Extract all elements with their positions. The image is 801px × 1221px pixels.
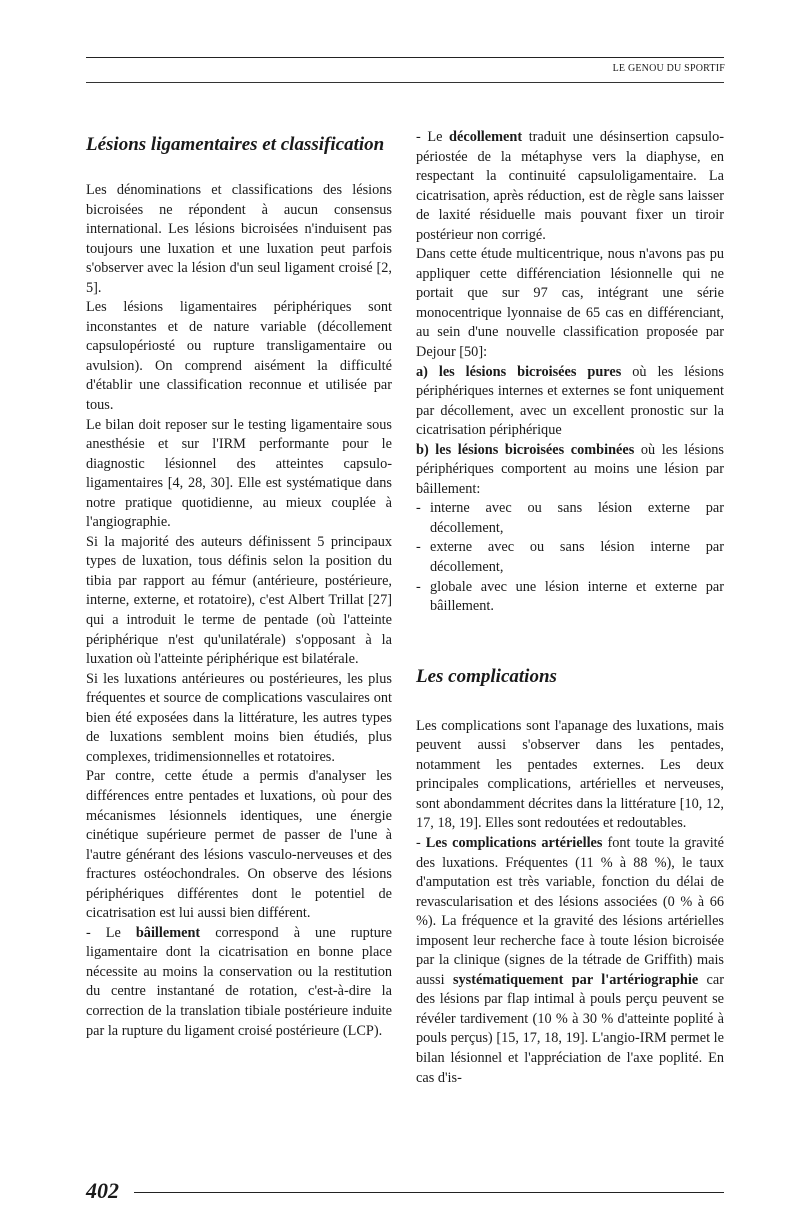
paragraph-arterial (416, 834, 724, 1088)
paragraph: Les lésions ligamentaires périphériques sont inconstantes et de nature variable (décollement capsulopériosté ou rupture transligamentaire ou avulsion). On comprend aisément la difficulté d'établir une classification reconnue et utilisée par tous. (86, 299, 392, 414)
paragraph-pures (416, 363, 724, 441)
footer-rule (134, 1192, 724, 1193)
paragraph-decollement (416, 128, 724, 245)
paragraph: Les dénominations et classifications des lésions bicroisées ne répondent à aucun consensus international. Les lésions bicroisées n'induisent pas toujours une luxation et une luxation peut parfois s'observer avec la lésion d'un seul ligament croisé [2, 5]. (86, 182, 392, 296)
paragraph: Si la majorité des auteurs définissent 5 principaux types de luxation, tous définis selon la position du tibia par rapport au fémur (antérieure, postérieure, interne, externe, et rotatoire), c'est Albert Trillat [27] qui a introduit le terme de pentade (où l'atteinte périphérique n'est qu'unilatérale) s'opposant à la luxation où l'atteinte périphérique est bilatérale. (86, 533, 392, 668)
paragraph: Par contre, cette étude a permis d'analyser les différences entre pentades et luxations, où pour des mécanismes lésionnels identiques, une énergie cinétique supérieure permet de passer de l'une à l'autre générant des lésions vasculo-nerveuses et des fractures ostéochondrales. On observe des lésions périphériques différentes dont le potentiel de cicatrisation est lui aussi bien différent. (86, 768, 392, 922)
bold-term: bâillement (135, 924, 201, 941)
header-rule (86, 82, 724, 83)
bold-term: a) les lésions bicroisées pures (416, 363, 622, 380)
text-rest: traduit une désinsertion capsulo-périostée de la métaphyse vers la diaphyse, en respectant la continuité capsuloligamentaire. La cicatrisation, après réduction, est de règle sans laisser de laxité résiduelle mais pouvant fixer un tiroir postérieur non corrigé. (416, 129, 724, 243)
paragraph-baillement (86, 924, 392, 1041)
right-column (416, 128, 724, 1088)
paragraph: Dans cette étude multicentrique, nous n'avons pas pu appliquer cette différenciation lésionnelle qui ne portait que sur 97 cas, intégrant une série monocentrique lyonnaise de 65 cas en différenciant, au sein d'une nouvelle classification proposée par Dejour [50]: (416, 246, 724, 361)
list-item: - externe avec ou sans lésion interne par décollement, (416, 538, 724, 577)
paragraph: Le bilan doit reposer sur le testing ligamentaire sous anesthésie et sur l'IRM performante pour le diagnostic lésionnel des atteintes capsulo-ligamentaires [4, 28, 30]. Elle est systématique dans notre pratique quotidienne, au mieux couplée à l'angiographie. (86, 416, 392, 531)
paragraph: Les complications sont l'apanage des luxations, mais peuvent aussi s'observer dans les pentades, notamment les pentades externes. Les deux principales complications, artérielles et nerveuses, sont abondamment décrites dans la littérature [10, 12, 17, 18, 19]. Elles sont redoutées et redoutables. (416, 717, 724, 832)
text-rest: où les lésions périphériques internes et externes se font uniquement par décollement, avec un excellent pronostic sur la cicatrisation périphérique (416, 363, 724, 439)
text-rest: font toute la gravité des luxations. Fréquentes (11 % à 88 %), le taux d'amputation est très variable, fonction du délai de revascularisation et des lésions associées (0 % à 66 %). La fréquence et la gravité des lésions artérielles imposent leur recherche face à toute lésion bicroisée par la clinique (signes de la tétrade de Griffith) mais aussi (416, 834, 725, 988)
paragraph: Si les luxations antérieures ou postérieures, les plus fréquentes et source de complications vasculaires ont bien été exposées dans la littérature, les autres types de luxations semblent moins bien étudiés, plus complexes, tridimensionnelles et rotatoires. (86, 670, 392, 765)
bold-term: Les complications artérielles (425, 834, 603, 851)
text-prefix: - (416, 834, 426, 851)
bold-term: b) les lésions bicroisées combinées (416, 441, 635, 458)
list-item: - interne avec ou sans lésion externe par décollement, (416, 499, 724, 538)
text-rest: car des lésions par flap intimal à pouls perçu peuvent se révéler tardivement (10 % à 30 % d'atteinte poplité à pouls perçus) [15, 17, 18, 19]. L'angio-IRM permet le bilan lésionnel et l'appréciation de l'axe poplité. En cas d'is- (416, 971, 724, 1086)
bold-term: systématiquement par l'artériographie (452, 971, 699, 988)
bold-term: décollement (449, 129, 523, 145)
list-item: - globale avec une lésion interne et externe par bâillement. (416, 578, 724, 617)
text-prefix: - Le (416, 129, 450, 145)
text-rest: où les lésions périphériques comportent au moins une lésion par bâillement: (416, 441, 724, 497)
page-number: 402 (86, 1178, 119, 1203)
running-title: LE GENOU DU SPORTIF (612, 63, 725, 74)
section-heading-complications: Les complications (416, 665, 557, 687)
paragraph-combinees (416, 441, 724, 500)
left-column (86, 128, 392, 1041)
text-rest: correspond à une rupture ligamentaire dont la cicatrisation en bonne place nécessite au moins la conservation ou la restitution du centre instantané de rotation, c'est-à-dire la correction de la translation tibiale postérieure induite par la rupture du ligament croisé postérieure (LCP). (86, 924, 392, 1039)
top-rule (86, 57, 724, 58)
section-heading-lesions: Lésions ligamentaires et classification (86, 134, 385, 155)
lesion-list (416, 499, 724, 616)
text-prefix: - Le (86, 924, 136, 941)
